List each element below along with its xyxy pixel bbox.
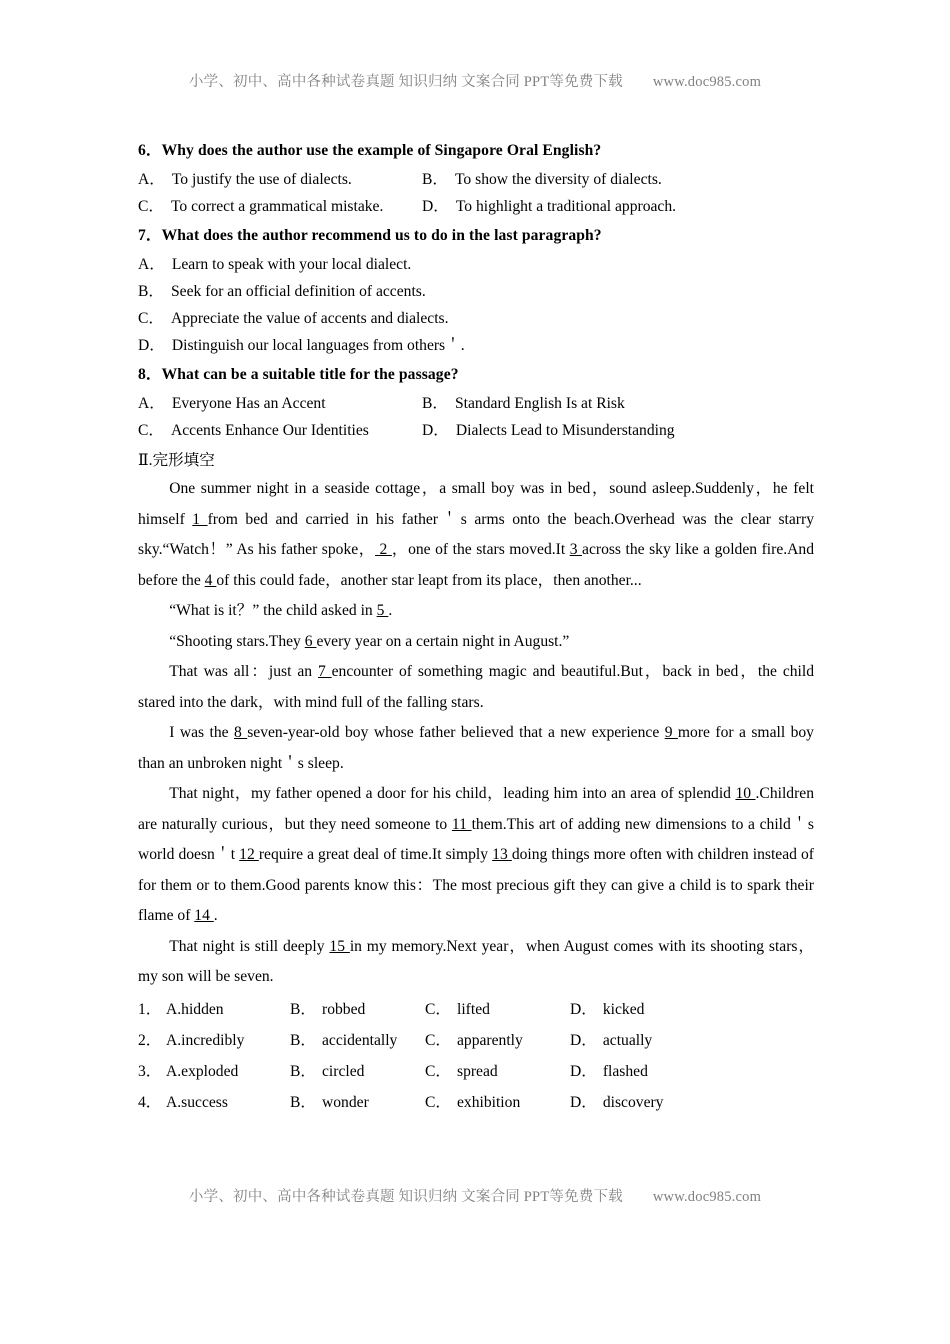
cloze-choice-row (138, 1060, 814, 1084)
cloze-option-c[interactable] (425, 1029, 570, 1053)
cloze-text: “Shooting stars.They (169, 632, 305, 650)
cloze-blank[interactable]: 14 (194, 907, 214, 925)
option-letter: D． (422, 197, 449, 215)
option-text: apparently (457, 1032, 523, 1050)
cloze-text: That night is still deeply (169, 937, 330, 955)
option-6-d[interactable] (422, 195, 814, 219)
cloze-option-d[interactable] (570, 1029, 652, 1053)
option-text: actually (602, 1032, 653, 1050)
option-text: Appreciate the value of accents and dialects. (171, 309, 449, 327)
cloze-text: more for a small boy than an unbroken night＇s sleep. (138, 724, 814, 772)
option-text: flashed (602, 1063, 648, 1081)
option-6-c[interactable] (138, 195, 422, 219)
cloze-choice-number: 2． (138, 1032, 162, 1050)
option-8-d[interactable] (422, 419, 814, 443)
option-row (138, 195, 814, 219)
cloze-blank[interactable]: 3 (569, 541, 583, 559)
option-8-b[interactable] (422, 392, 814, 416)
cloze-blank[interactable]: 10 (735, 785, 756, 803)
option-6-b[interactable] (422, 168, 814, 192)
watermark-header-url: www.doc985.com (652, 74, 762, 90)
question-7-text: What does the author recommend us to do in the last paragraph? (161, 226, 602, 244)
question-8-stem (138, 364, 814, 387)
option-letter: C． (425, 1032, 451, 1050)
option-letter: C． (425, 1063, 451, 1081)
cloze-paragraph (138, 627, 814, 658)
option-text: circled (322, 1063, 365, 1081)
option-row (138, 392, 814, 416)
option-text: discovery (602, 1094, 664, 1112)
question-7-number: 7． (138, 226, 162, 244)
watermark-footer (0, 1185, 950, 1206)
cloze-option-d[interactable] (570, 1091, 663, 1115)
question-8-options (138, 392, 814, 443)
option-letter: B． (290, 1094, 316, 1112)
option-letter: A． (138, 255, 165, 273)
cloze-choice-row (138, 998, 814, 1022)
cloze-blank[interactable]: 1 (192, 510, 208, 528)
cloze-blank[interactable]: 2 (375, 541, 392, 559)
question-6-text: Why does the author use the example of Singapore Oral English? (161, 142, 602, 159)
option-letter: D． (570, 1094, 597, 1112)
question-8-number: 8． (138, 366, 162, 384)
option-row (138, 168, 814, 192)
cloze-text: from bed and carried in his father＇s arms onto the beach.Overhead was the clear starry sky.“Watch！” As his father spoke， (138, 510, 814, 559)
cloze-option-d[interactable] (570, 1060, 648, 1084)
question-7-options (138, 253, 814, 359)
cloze-text: .Children are naturally curious，but they need someone to (138, 785, 814, 833)
cloze-text: them.This art of adding new dimensions to a child＇s world doesn＇t (138, 815, 814, 864)
option-text: kicked (602, 1000, 645, 1018)
option-letter: B． (422, 394, 448, 412)
watermark-footer-text: 小学、初中、高中各种试卷真题 知识归纳 文案合同 PPT等免费下载 (188, 1189, 623, 1205)
cloze-paragraph (138, 718, 814, 779)
option-text: robbed (322, 1000, 366, 1018)
option-text: Learn to speak with your local dialect. (171, 255, 412, 273)
watermark-header-text: 小学、初中、高中各种试卷真题 知识归纳 文案合同 PPT等免费下载 (188, 74, 623, 90)
cloze-choice-number: 4． (138, 1094, 162, 1112)
option-text: spread (457, 1063, 498, 1081)
option-letter: B． (290, 1032, 316, 1050)
cloze-text: doing things more often with children instead of for them or to them.Good parents know this：The most precious gift they can give a child is to spark their flame of (138, 846, 814, 925)
cloze-text: ，one of the stars moved.It (391, 541, 570, 559)
cloze-text: every year on a certain night in August.” (316, 632, 570, 650)
cloze-text: across the sky like a golden fire.And before the (138, 541, 814, 589)
option-8-c[interactable] (138, 419, 422, 443)
cloze-choice-list (138, 998, 814, 1116)
cloze-blank[interactable]: 5 (376, 602, 389, 620)
option-text: accidentally (322, 1032, 398, 1050)
option-text: Distinguish our local languages from others＇. (171, 337, 465, 354)
cloze-paragraph (138, 596, 814, 627)
option-letter: A． (138, 170, 165, 188)
cloze-blank[interactable]: 4 (204, 571, 217, 589)
cloze-paragraph (138, 779, 814, 932)
cloze-text: . (213, 907, 218, 925)
cloze-text: . (388, 602, 393, 620)
option-letter: C． (138, 197, 164, 215)
cloze-text: One summer night in a seaside cottage，a small boy was in bed，sound asleep.Suddenly，he felt himself (138, 480, 814, 528)
option-letter: C． (138, 421, 164, 439)
question-6-options (138, 168, 814, 219)
option-7-b[interactable] (138, 280, 814, 304)
option-letter: D． (422, 421, 449, 439)
cloze-option-a[interactable]: A.exploded (166, 1063, 239, 1081)
question-8-text: What can be a suitable title for the passage? (161, 366, 459, 384)
option-text: Accents Enhance Our Identities (171, 421, 369, 439)
cloze-text: That night，my father opened a door for his child，leading him into an area of splendid (169, 785, 736, 803)
option-text: exhibition (457, 1094, 521, 1112)
question-6-number: 6． (138, 142, 162, 159)
cloze-option-d[interactable] (570, 998, 644, 1022)
option-text: lifted (457, 1000, 490, 1018)
cloze-choice-number: 3． (138, 1063, 162, 1081)
option-letter: B． (290, 1063, 316, 1081)
cloze-paragraph (138, 657, 814, 718)
question-7-stem (138, 225, 814, 248)
option-8-a[interactable] (138, 392, 422, 416)
cloze-blank[interactable]: 13 (492, 846, 512, 864)
option-text: Everyone Has an Accent (171, 394, 326, 412)
option-text: Seek for an official definition of accents. (171, 282, 426, 300)
cloze-option-b[interactable] (290, 1029, 425, 1053)
cloze-text: require a great deal of time.It simply (258, 846, 493, 864)
cloze-paragraph (138, 932, 814, 993)
cloze-blank[interactable]: 12 (239, 846, 259, 864)
option-letter: B． (422, 170, 448, 188)
option-letter: C． (425, 1094, 451, 1112)
cloze-option-b[interactable] (290, 1091, 425, 1115)
option-letter: D． (570, 1063, 597, 1081)
document-content (138, 140, 814, 1123)
option-text: wonder (322, 1094, 369, 1112)
watermark-footer-url: www.doc985.com (652, 1189, 762, 1205)
cloze-text: of this could fade，another star leapt from its place，then another... (216, 571, 642, 589)
option-text: To show the diversity of dialects. (455, 170, 662, 188)
option-letter: D． (570, 1032, 597, 1050)
cloze-blank[interactable]: 11 (451, 815, 472, 833)
cloze-blank[interactable]: 9 (664, 724, 678, 742)
option-text: Standard English Is at Risk (455, 394, 625, 412)
option-7-d[interactable] (138, 334, 814, 358)
question-block-8 (138, 364, 814, 443)
cloze-text: That was all：just an (169, 663, 318, 681)
cloze-option-b[interactable] (290, 998, 425, 1022)
option-6-a[interactable] (138, 168, 422, 192)
question-6-stem (138, 140, 814, 163)
cloze-text: I was the (169, 724, 234, 742)
cloze-text: “What is it？” the child asked in (169, 602, 377, 620)
cloze-option-c[interactable] (425, 998, 570, 1022)
cloze-text: in my memory.Next year，when August comes with its shooting stars，my son will be seven. (138, 937, 814, 986)
question-block-6 (138, 140, 814, 219)
cloze-blank[interactable]: 15 (329, 937, 350, 955)
cloze-text: seven-year-old boy whose father believed that a new experience (247, 724, 665, 742)
cloze-option-a[interactable]: A.hidden (166, 1000, 224, 1018)
cloze-option-c[interactable] (425, 1060, 570, 1084)
option-row (138, 419, 814, 443)
cloze-choice-number: 1． (138, 1000, 162, 1018)
option-letter: B． (138, 282, 164, 300)
cloze-option-c[interactable] (425, 1091, 570, 1115)
cloze-option-b[interactable] (290, 1060, 425, 1084)
option-letter: C． (138, 309, 164, 327)
cloze-paragraph (138, 474, 814, 596)
cloze-option-a[interactable]: A.success (166, 1094, 228, 1112)
option-letter: C． (425, 1000, 451, 1018)
option-letter: B． (290, 1000, 316, 1018)
option-text: To highlight a traditional approach. (455, 197, 677, 215)
option-text: To justify the use of dialects. (171, 170, 352, 188)
cloze-passage (138, 474, 814, 993)
option-7-c[interactable] (138, 307, 814, 331)
cloze-option-a[interactable]: A.incredibly (166, 1032, 245, 1050)
question-block-7 (138, 225, 814, 358)
option-letter: D． (570, 1000, 597, 1018)
option-text: Dialects Lead to Misunderstanding (455, 421, 675, 439)
option-letter: D． (138, 337, 165, 354)
watermark-header (0, 70, 950, 91)
cloze-text: encounter of something magic and beautiful.But，back in bed，the child stared into the dark，with mind full of the falling stars. (138, 663, 814, 711)
cloze-section-heading: Ⅱ.完形填空 (138, 452, 215, 470)
cloze-blank[interactable]: 6 (304, 632, 317, 650)
cloze-choice-row (138, 1029, 814, 1053)
cloze-blank[interactable]: 7 (317, 663, 332, 681)
option-7-a[interactable] (138, 253, 814, 277)
option-text: To correct a grammatical mistake. (171, 197, 384, 215)
cloze-blank[interactable]: 8 (233, 724, 248, 742)
cloze-choice-row (138, 1091, 814, 1115)
option-letter: A． (138, 394, 165, 412)
